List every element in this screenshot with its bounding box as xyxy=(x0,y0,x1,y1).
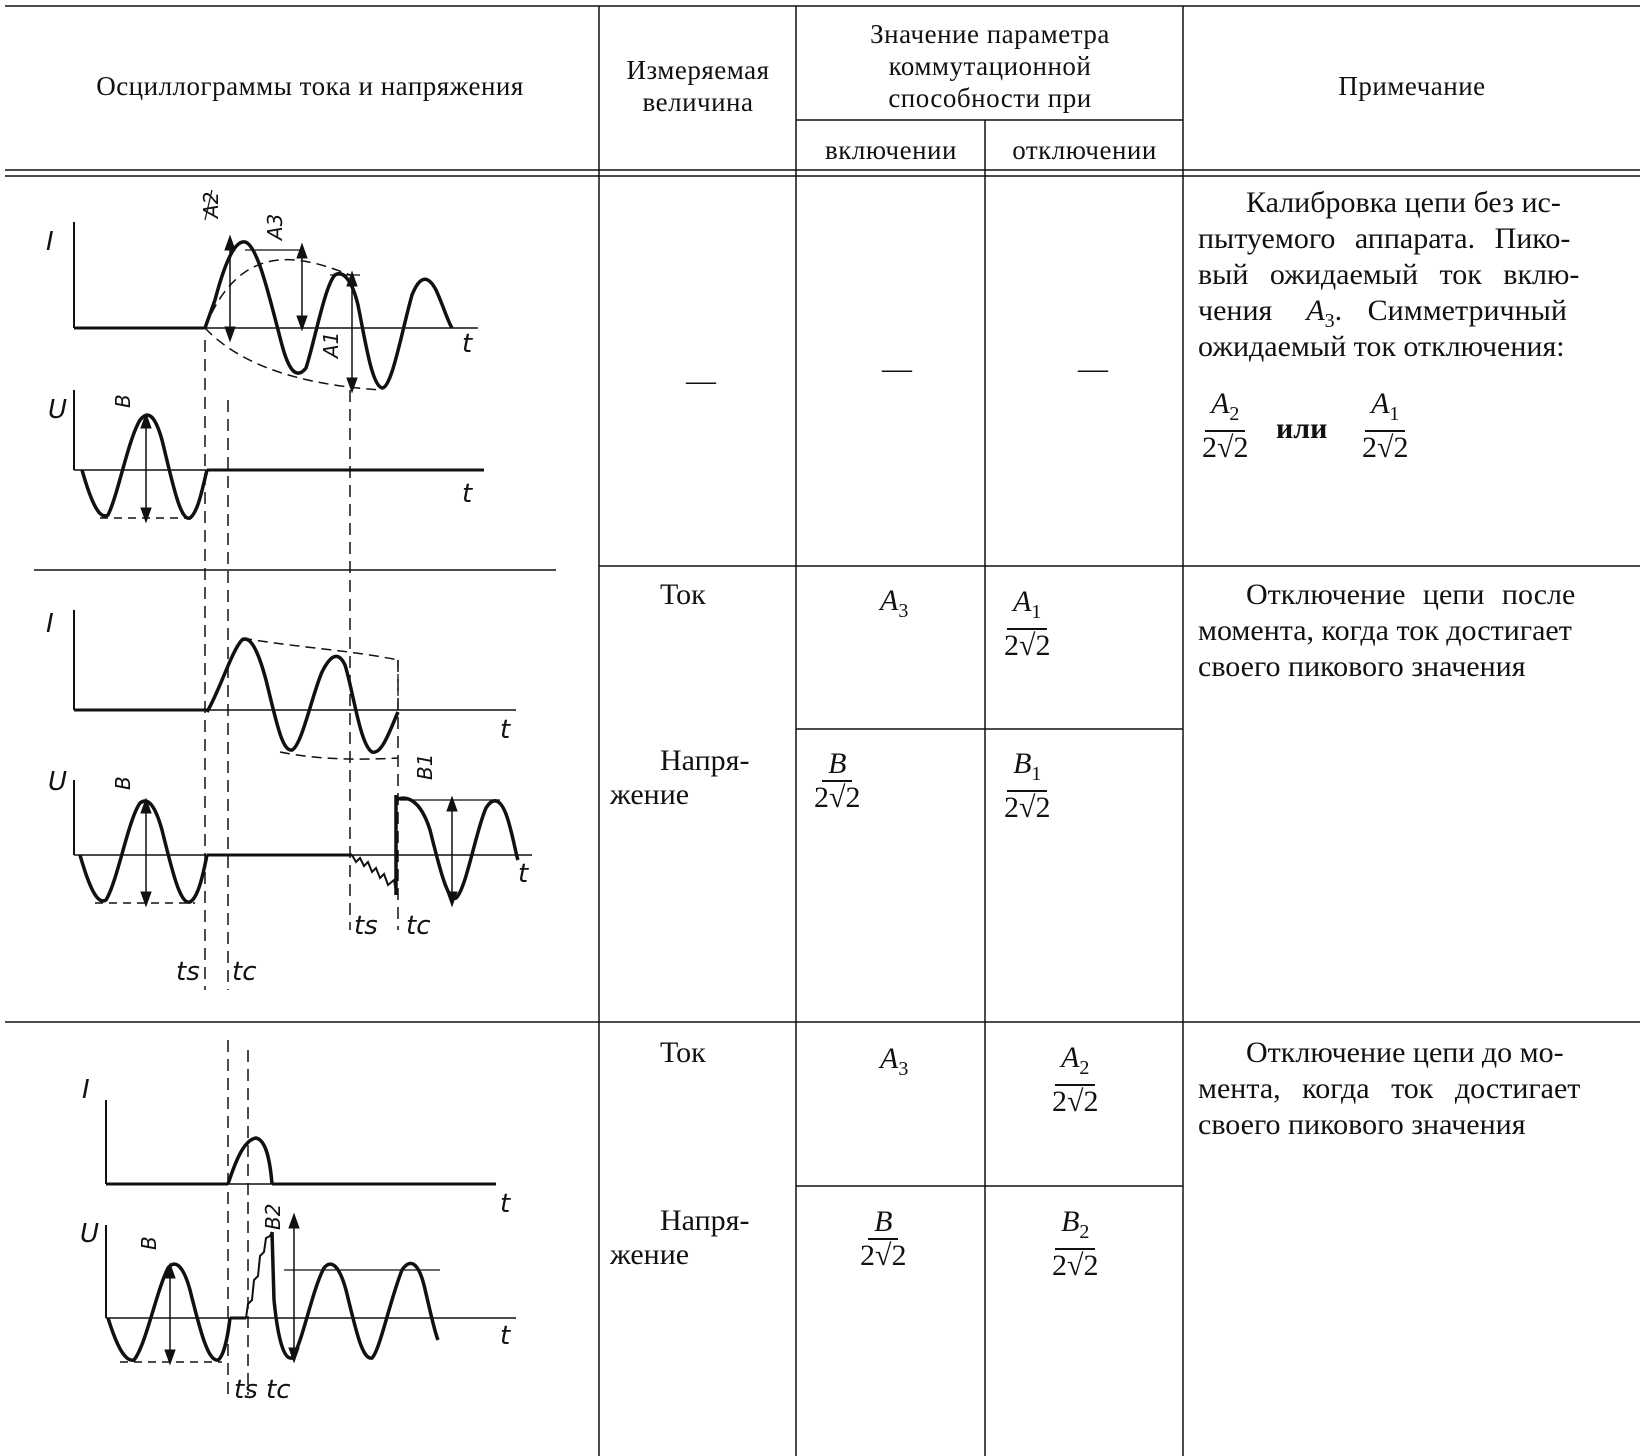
row1-measured: — xyxy=(686,364,716,397)
label-B1: B1 xyxy=(413,753,437,780)
row3-voltage-label-1: Напря- xyxy=(660,1204,750,1237)
row1-note-line1: Калибровка цепи без ис- xyxy=(1246,186,1561,219)
row1-or: или xyxy=(1276,412,1328,445)
label-tc-3: tc xyxy=(266,1375,291,1405)
oscillogram-before-peak xyxy=(106,1040,516,1395)
row1-fraction-a1: $\frac{A_1}{2√2}$ xyxy=(1362,387,1409,464)
row1-fraction-a2: $\frac{A_2}{2√2}$ xyxy=(1202,387,1249,464)
row3-voltage-on: $\frac{B}{2√2}$ xyxy=(860,1205,907,1272)
header-value-1: Значение параметра xyxy=(870,19,1110,49)
row2-voltage-label-1: Напря- xyxy=(660,744,750,777)
label-B-1: B xyxy=(111,394,135,408)
header-on: включении xyxy=(825,135,957,165)
header-value-3: способности при xyxy=(888,83,1092,113)
label-U-1: U xyxy=(48,395,68,425)
row2-current-label: Ток xyxy=(660,578,706,611)
label-I-1: I xyxy=(46,227,54,257)
label-ts-3: ts xyxy=(234,1375,258,1405)
diagram-labels xyxy=(46,192,529,1405)
row1-on: — xyxy=(882,352,912,385)
label-ts-2: ts xyxy=(354,911,378,941)
row3-voltage-off: $\frac{B_2}{2√2}$ xyxy=(1052,1205,1099,1282)
label-I-2: I xyxy=(46,609,54,639)
row2-note-line2: момента, когда ток достигает xyxy=(1198,614,1572,647)
row2-current-off: $\frac{A_1}{2√2}$ xyxy=(1004,585,1051,662)
row2-voltage-off: $\frac{B_1}{2√2}$ xyxy=(1004,747,1051,824)
row2-voltage-label-2: жение xyxy=(610,778,690,811)
label-ts-1: ts xyxy=(176,957,200,987)
label-A3: A3 xyxy=(263,213,287,240)
label-I-3: I xyxy=(82,1075,90,1105)
header-off: отключении xyxy=(1012,135,1157,165)
label-B-2: B xyxy=(111,776,135,790)
header-oscillograms: Осциллограммы тока и напряжения xyxy=(96,71,524,101)
label-A2: A2 xyxy=(199,191,223,218)
row1-note-line2: пытуемого аппарата. Пико- xyxy=(1198,222,1571,255)
label-t-5: t xyxy=(500,1189,511,1219)
row3-current-label: Ток xyxy=(660,1036,706,1069)
header-measured-2: величина xyxy=(642,87,754,117)
row1-note-line3: вый ожидаемый ток вклю- xyxy=(1198,258,1580,291)
label-t-6: t xyxy=(500,1321,511,1351)
row2-voltage-on: $\frac{B}{2√2}$ xyxy=(814,747,861,814)
label-t-1: t xyxy=(462,329,473,359)
oscillogram-after-peak xyxy=(74,610,532,906)
row1-note-line5: ожидаемый ток отключения: xyxy=(1198,330,1565,363)
header-note: Примечание xyxy=(1338,71,1486,101)
oscillogram-calibration xyxy=(74,190,484,990)
row2-note-line3: своего пикового значения xyxy=(1198,650,1526,683)
label-U-3: U xyxy=(80,1219,100,1249)
label-A1: A1 xyxy=(319,331,343,358)
row3-note-line2: мента, когда ток достигает xyxy=(1198,1072,1581,1105)
header-measured-1: Измеряемая xyxy=(626,55,770,85)
row3-note-line1: Отключение цепи до мо- xyxy=(1246,1036,1564,1069)
row3-voltage-label-2: жение xyxy=(610,1238,690,1271)
label-B2: B2 xyxy=(261,1203,285,1230)
label-t-4: t xyxy=(518,859,529,889)
row2-current-on: $A_3$ xyxy=(880,584,909,622)
row3-note-line3: своего пикового значения xyxy=(1198,1108,1526,1141)
label-t-2: t xyxy=(462,479,473,509)
row3-current-on: $A_3$ xyxy=(880,1042,909,1080)
row3-current-off: $\frac{A_2}{2√2}$ xyxy=(1052,1041,1099,1118)
header-value-2: коммутационной xyxy=(888,51,1092,81)
label-t-3: t xyxy=(500,715,511,745)
row1-note-line4: чения $A_3$. Симметричный xyxy=(1198,294,1567,332)
label-U-2: U xyxy=(48,767,68,797)
label-tc-2: tc xyxy=(406,911,431,941)
row1-off: — xyxy=(1078,352,1108,385)
label-tc-1: tc xyxy=(232,957,257,987)
row2-note-line1: Отключение цепи после xyxy=(1246,578,1576,611)
label-B-3: B xyxy=(137,1236,161,1250)
